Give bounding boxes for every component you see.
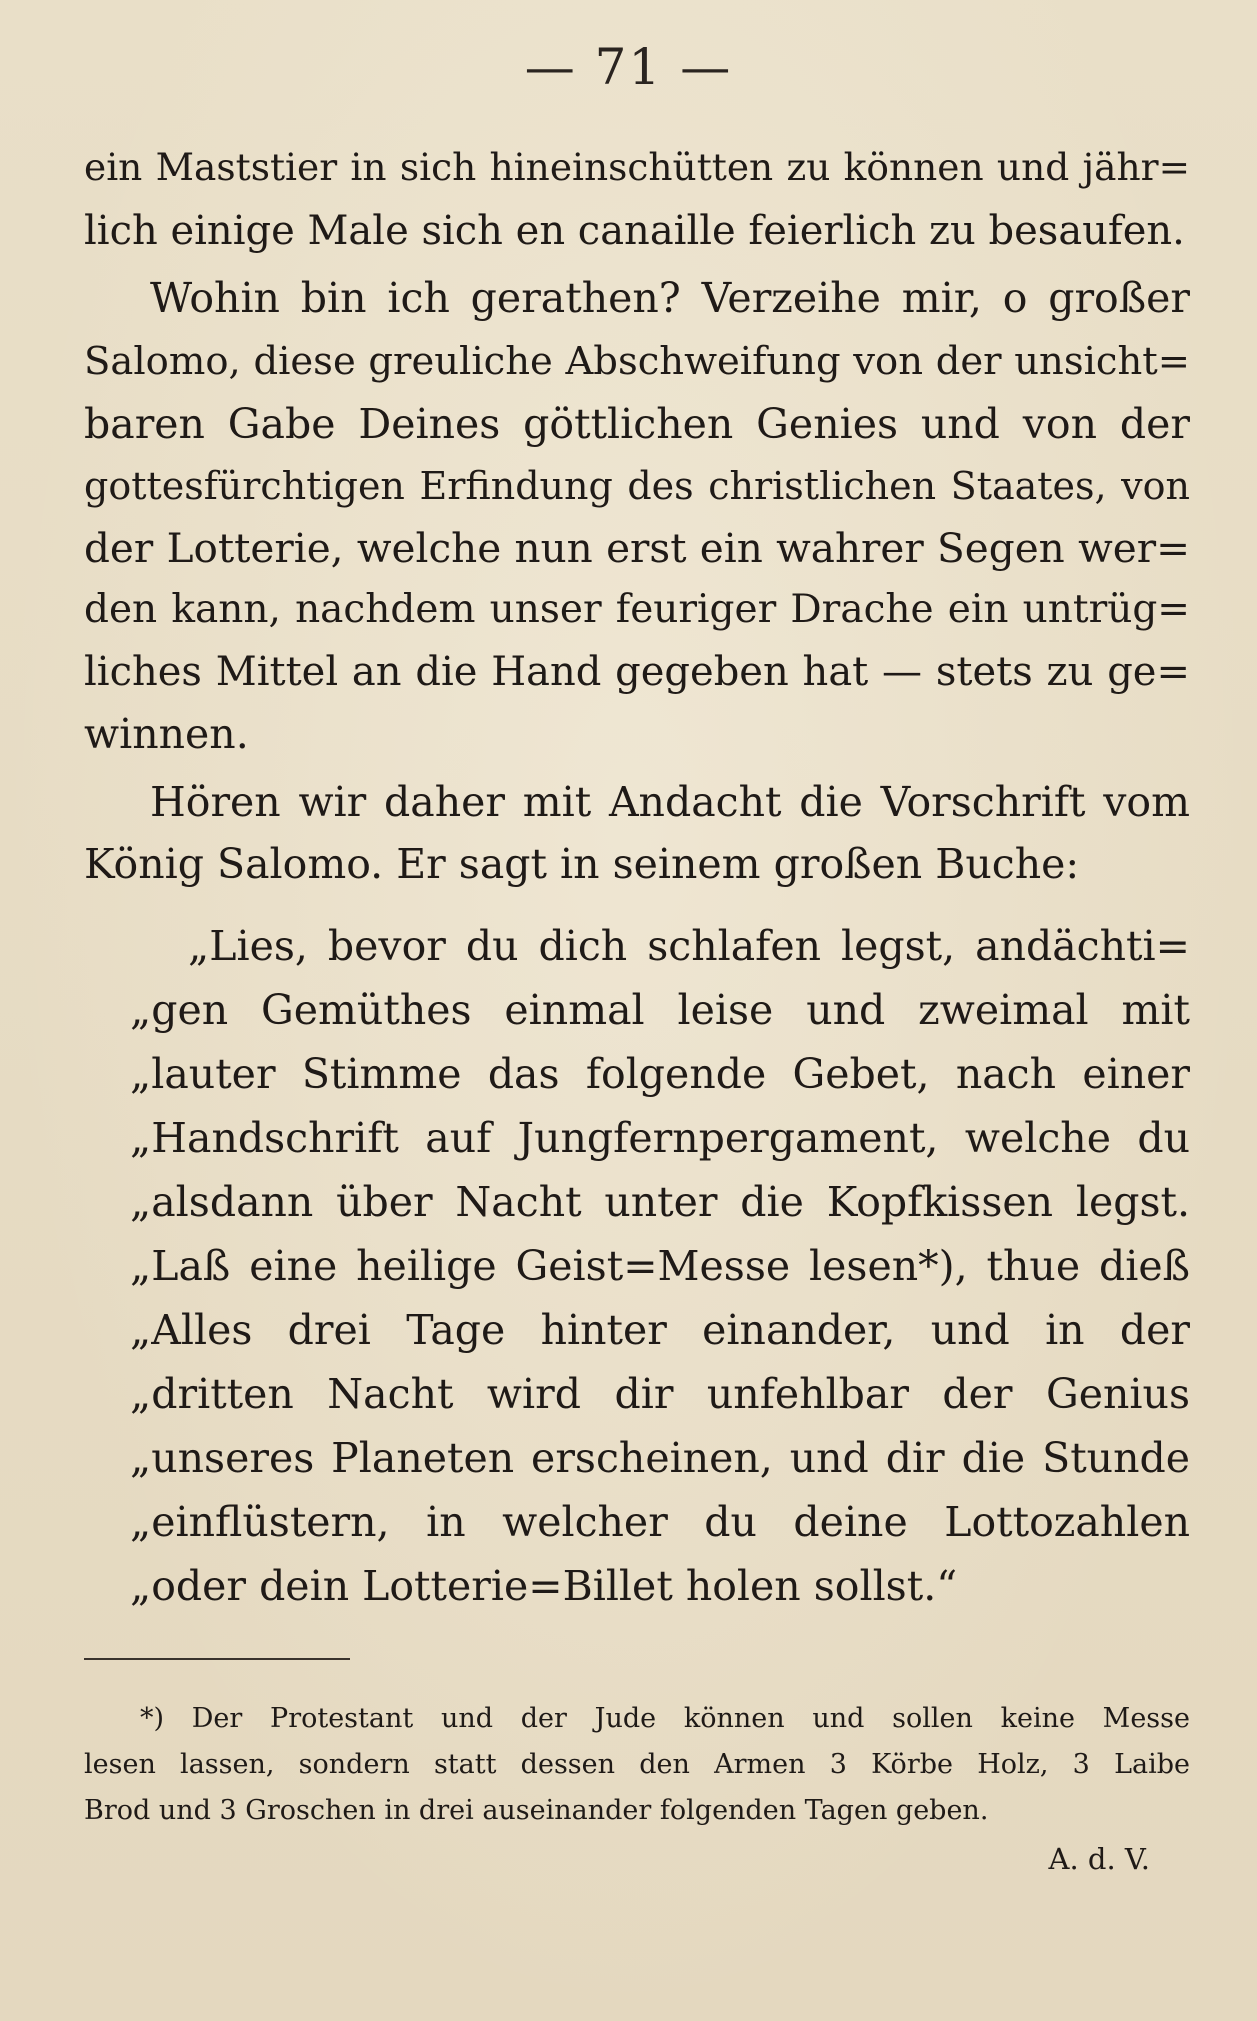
text-line: winnen.	[84, 710, 249, 758]
quote-line: „gen Gemüthes einmal leise und zweimal mit	[130, 986, 1190, 1034]
text-line: Wohin bin ich gerathen? Verzeihe mir, o großer	[150, 274, 1190, 322]
quote-line: „alsdann über Nacht unter die Kopfkissen legst.	[130, 1178, 1190, 1226]
footnote-signature: A. d. V.	[1048, 1842, 1150, 1876]
footnote-divider	[84, 1658, 350, 1660]
text-line: der Lotterie, welche nun erst ein wahrer Segen wer=	[84, 524, 1190, 572]
quote-line: „Laß eine heilige Geist=Messe lesen*), thue dieß	[130, 1242, 1190, 1290]
text-line: Salomo, diese greuliche Abschweifung von der unsicht=	[84, 339, 1190, 384]
text-line: ein Maststier in sich hineinschütten zu können und jähr=	[84, 145, 1190, 189]
quote-line: „unseres Planeten erscheinen, und dir die Stunde	[130, 1434, 1190, 1482]
text-line: Hören wir daher mit Andacht die Vorschrift vom	[150, 778, 1190, 826]
text-line: den kann, nachdem unser feuriger Drache ein untrüg=	[84, 587, 1190, 632]
quote-line: „dritten Nacht wird dir unfehlbar der Genius	[130, 1370, 1190, 1418]
footnote-line: lesen lassen, sondern statt dessen den Armen 3 Körbe Holz, 3 Laibe	[84, 1749, 1190, 1780]
quote-line: „Lies, bevor du dich schlafen legst, andächti=	[188, 922, 1190, 970]
text-line: König Salomo. Er sagt in seinem großen Buche:	[84, 840, 1080, 888]
quote-line: „lauter Stimme das folgende Gebet, nach einer	[130, 1050, 1190, 1098]
quote-line: „einflüstern, in welcher du deine Lottozahlen	[130, 1498, 1190, 1546]
quote-line: „Handschrift auf Jungfernpergament, welche du	[130, 1114, 1190, 1162]
text-line: baren Gabe Deines göttlichen Genies und von der	[84, 400, 1190, 448]
footnote-line: *) Der Protestant und der Jude können und sollen keine Messe	[140, 1703, 1190, 1734]
quote-line: „Alles drei Tage hinter einander, und in der	[130, 1306, 1190, 1354]
quote-line: „oder dein Lotterie=Billet holen sollst.“	[130, 1562, 958, 1610]
footnote-line: Brod und 3 Groschen in drei auseinander folgenden Tagen geben.	[84, 1795, 989, 1826]
text-line: lich einige Male sich en canaille feierlich zu besaufen.	[84, 208, 1185, 254]
page-number: — 71 —	[524, 38, 733, 96]
text-line: gottesfürchtigen Erfindung des christlichen Staates, von	[84, 464, 1190, 508]
text-line: liches Mittel an die Hand gegeben hat — stets zu ge=	[84, 649, 1190, 695]
